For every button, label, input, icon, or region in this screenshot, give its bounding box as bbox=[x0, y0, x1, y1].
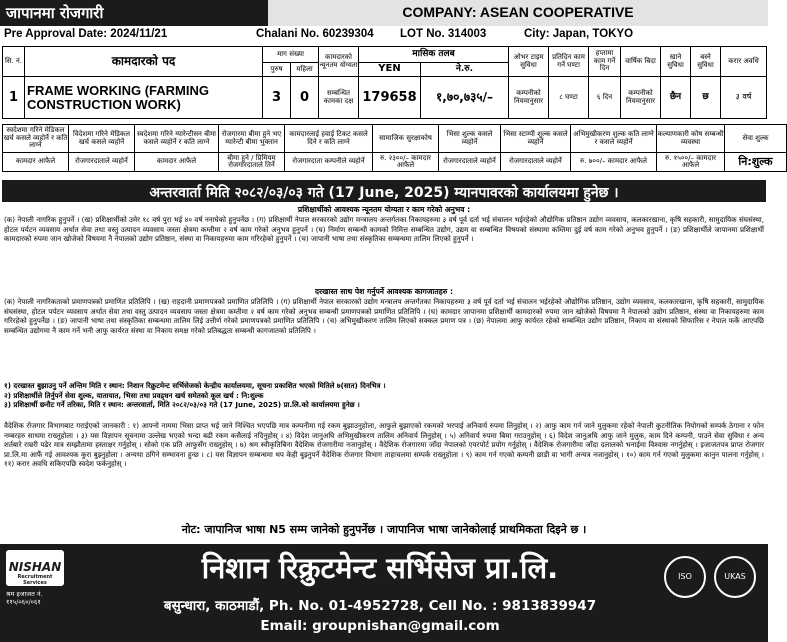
cost-header: भिसा शुल्क कसले व्यहोर्ने bbox=[439, 125, 501, 153]
row-yen: 179658 bbox=[359, 77, 421, 119]
logo-text: NISHAN bbox=[8, 560, 62, 574]
list-number: २) bbox=[4, 390, 11, 400]
list-text: प्रशिक्षार्थी छनौट गर्ने तरिका, मिति र स्थान: अन्तरवार्ता, मिति २०८२/०३/०३ गते (17 June, 2025) प्रा.लि.को कार्यालयमा हुनेछ । bbox=[13, 400, 360, 409]
foreign-info-section: वैदेशिक रोजगार विभागबाट गराईएको जानकारी : १) आफ्नो नाममा भिसा प्राप्त भई जाने निश्चित भएपछि मात्र कम्पनीमा गई रकम बुझाउनुहोला, आफुले बुझाएको रकमको भरपाई अनिवार्य रुपमा लिनुहोस् । २) आफु काम गर्न जाने मुलुकमा रहेको नेपाली कुटनीतिक नियोगको सम्पर्क ठेगाना र फोन नम्बरहरु साथमा राख्नुहोला । ३) यस विज्ञापन सूचनामा उल्लेख भएको भन्दा बढी रकम कसैलाई नदिनुहोस् । ४) विदेश जानुअघि अभिमुखीकरण तालिम अनिवार्य लिनुहोस् । ५) अनिवार्य रुपमा बिमा गराउनुहोस् । ६) विदेश जानुअघि आफु जाने मुलुक, काम दिने कम्पनी, पाउने सेवा सुविधा र अन्य शर्तबारे राम्ररी पढेर मात्र सम्झौतामा हस्ताक्षर गर्नुहोस् । सोको एक प्रति आफुसँग राख्नुहोस् । ७) श्रम स्वीकृतिबिना वैदेशिक रोजगारीमा नजानुहोस् । वैदेशिक रोजगारमा जाँदा नेपालको एयरपोर्ट प्रयोग गर्नुहोस् । वैदेशिक रोजगारीमा जाँदा दलालको भनाईमा विश्वास नगर्नुहोस् । इजाजतपत्र प्राप्त रोजगार प्रा.लि.मा आफैं गई आवश्यक कुरा बुझ्नुहोला । अन्यथा ठगिने सम्भावना हुन्छ । ८) यस विज्ञापन सम्बन्धमा थप केही बुझ्नुपर्ने वैदेशिक रोजगार विभाग ताहाचलमा सम्पर्क राख्नुहोला । ९) काम गर्न गएको कम्पनी छाडी वा भागी अन्यत्र नजानुहोस् । १०) काम गर्न गएको मुलुकमा कानुन पालना गर्नुहोस् । ११) करार अवधि सकिएपछि स्वदेश फर्कनुहोस् । bbox=[4, 421, 764, 468]
row-contract: ३ वर्ष bbox=[721, 77, 767, 119]
list-item bbox=[4, 391, 764, 401]
cost-header: विदेशमा गरिने मेडिकल खर्च कसले व्यहोर्ने bbox=[69, 125, 135, 153]
header-left-title: जापानमा रोजगारी bbox=[0, 0, 268, 26]
job-table bbox=[2, 46, 767, 119]
license-label: श्रम इजाजत नं. bbox=[6, 590, 43, 598]
cost-header: अभिमुखीकरण शुल्क कति लाग्ने र कसले व्यहोर्ने bbox=[571, 125, 657, 153]
chalani-number: Chalani No. 60239304 bbox=[256, 28, 374, 40]
footer-address: बसुन्धारा, काठमाडौं, Ph. No. 01-4952728, Cell No. : 9813839947 bbox=[163, 598, 597, 614]
company-logo bbox=[6, 550, 64, 586]
iso-cert-icon: ISO bbox=[664, 556, 706, 598]
cost-value: रोजगारदाताले व्यहोर्ने bbox=[501, 153, 571, 172]
row-food: छैन bbox=[661, 77, 691, 119]
cost-header: कल्याणकारी कोष सम्बन्धी व्यवस्था bbox=[657, 125, 725, 153]
ukas-cert-icon: UKAS bbox=[714, 556, 756, 598]
cost-header: स्वदेशमा गरिने मेडिकल खर्च कसले व्यहोर्ने र कति लाग्ने bbox=[3, 125, 69, 153]
city: City: Japan, TOKYO bbox=[524, 28, 634, 40]
cost-value: रोजगारदाता कम्पनीले व्यहोर्ने bbox=[285, 153, 373, 172]
col-qualification: कामदारको न्यूनतम योग्यता bbox=[319, 47, 359, 77]
col-sn: सि. नं. bbox=[3, 47, 25, 77]
col-leave: वार्षिक बिदा bbox=[621, 47, 661, 77]
row-post: FRAME WORKING (FARMING CONSTRUCTION WORK) bbox=[25, 77, 263, 119]
list-number: ३) bbox=[4, 400, 11, 409]
qualification-body: (क) नेपाली नागरिक हुनुपर्ने । (ख) प्रशिक्षार्थीको उमेर १८ वर्ष पुरा भई ४० वर्ष ननाघेको हुनुपर्नेछ । (ग) प्रशिक्षार्थी नेपाल सरकारको उद्योग मन्त्रालय अन्तर्गतका निकायहरुमा ३ वर्ष पूर्व दर्ता भई संचालन भईरहेको औद्योगिक प्रतिष्ठान उद्योग व्यवसाय, कलकारखाना, कृषि सहकारी, सामुदायिक संघसंस्था, होटल पर्यटन व्यवसाय अर्थात सेवा तथा वस्तु उत्पादन व्यवसाय जस्ता क्षेत्रमा कम्तीमा २ वर्ष काम गरेको अनुभव हुनुपर्ने । (घ) निर्माण सम्बन्धी कामको निमित्त सम्बन्धित उद्योग, उद्यम वा सम्बन्धित विषयको संस्थामा कम्तिमा दुई वर्ष काम गरेको अनुभव हुनुपर्ने । (ङ) प्रशिक्षार्थीले जापानमा प्रशिक्षार्थी कामदारको रुपमा जान खोजेको विषयमा नै नेपालको उद्योग प्रतिष्ठान, संस्था वा निकायहरुमा काम गरिरहेको हुनुपर्ने । (च) जापानी भाषा तथा संस्कृतिका सम्बन्धमा तालिम लिएको हुनुपर्ने । bbox=[4, 215, 764, 244]
list-text: दरखास्त बुझाउनु पर्ने अन्तिम मिति र स्थान: निशान रिक्रुटमेन्ट सर्भिसेजको केन्द्रीय कार्यालयमा, सूचना प्रकाशित भएको मितिले ७(सात) दिनभित्र । bbox=[13, 381, 386, 390]
language-note: नोट: जापानिज भाषा N5 सम्म जानेको हुनुपर्नेछ । जापानिज भाषा जानेकोलाई प्राथमिकता दिइने छ । bbox=[181, 523, 587, 536]
documents-body: (क) नेपाली नागरिकताको प्रमाणपत्रको प्रमाणित प्रतिलिपि । (ख) राहदानी प्रमाणपत्रको प्रमाणित प्रतिलिपि । (ग) प्रशिक्षार्थी नेपाल सरकारको उद्योग मन्त्रालय अन्तर्गतका निकायहरुमा ३ वर्ष पूर्व दर्ता भई संचालन भईरहेको औद्योगिक प्रतिष्ठान, उद्योग व्यवसाय, कलकारखाना, कृषि सहकारी, सामुदायिक संघसंस्था, होटल पर्यटन व्यवसाय अर्थात सेवा तथा वस्तु उत्पादन व्यवसाय जस्ता क्षेत्रमा कम्तीमा २ वर्ष काम गरेको अनुभव सम्बन्धी प्रमाणपत्रको प्रमाणित प्रतिलिपि । (घ) कामदार जापानमा प्रशिक्षार्थी कामदारको रुपमा जान खोजेको विषयमा नै नेपालको उद्योग प्रतिष्ठान, संस्था वा निकायहरुमा काम गरिरहेको हुनुपर्नेछ । (ङ) जापानी भाषा तथा संस्कृतिका सम्बन्धमा तालिम लिई उत्तीर्ण गरेको प्रमाणपत्रको प्रमाणित प्रतिलिपि । (च) अभिमुखीकरण तालिम लिएको सक्कल प्रमाण पत्र । (छ) नेपालमा आफु कार्यरत रहेको सम्बन्धित उद्योग प्रतिष्ठान, निकाय वा संस्थाको सिफारिस र नेपाल फर्के आएपछि सम्बन्धित उद्योगमा नै काम गर्ने भनी आफु कार्यरत संस्था वा निकाय समक्ष गरेको प्रतिबद्धता सम्बन्धी कागजातको प्रतिलिपि । bbox=[4, 297, 764, 335]
col-hours: प्रतिदिन काम गर्ने घण्टा bbox=[549, 47, 589, 77]
col-female: महिला bbox=[291, 63, 319, 77]
cost-value: कामदार आफैले bbox=[135, 153, 219, 172]
cost-header: सेवा शुल्क bbox=[725, 125, 787, 153]
row-qualification: सम्बन्धित कामका दक्ष bbox=[319, 77, 359, 119]
license-number: ११५/०६०/०६१ bbox=[6, 598, 41, 607]
row-sn: 1 bbox=[3, 77, 25, 119]
col-salary: मासिक तलब bbox=[359, 47, 509, 63]
cost-value: नि:शुल्क bbox=[725, 153, 787, 172]
row-leave: कम्पनीको नियमानुसार bbox=[621, 77, 661, 119]
cost-value: रु. २३००/– कामदार आफैले bbox=[373, 153, 439, 172]
row-hours: ८ घण्टा bbox=[549, 77, 589, 119]
qualification-heading: प्रशिक्षार्थीको आवश्यक न्यूनतम योग्यता र काम गरेको अनुभव : bbox=[297, 205, 471, 214]
approval-line bbox=[4, 28, 764, 44]
row-overtime: कम्पनीको नियमानुसार bbox=[509, 77, 549, 119]
logo-subtitle: Recruitment Services bbox=[17, 574, 53, 586]
cost-value: बीमा हुने / प्रिमियम रोजगारदाताले तिर्ने bbox=[219, 153, 285, 172]
cost-value: रु. १५००/– कामदार आफैले bbox=[657, 153, 725, 172]
cost-header: भिसा स्टाम्पी शुल्क कसले व्यहोर्ने bbox=[501, 125, 571, 153]
col-yen: YEN bbox=[359, 63, 421, 77]
cost-value: रोजगारदाताले व्यहोर्ने bbox=[439, 153, 501, 172]
lot-number: LOT No. 314003 bbox=[400, 28, 487, 40]
col-contract: करार अवधि bbox=[721, 47, 767, 77]
list-item bbox=[4, 381, 764, 391]
col-days: हप्तामा काम गर्ने दिन bbox=[589, 47, 621, 77]
footer bbox=[0, 544, 768, 642]
numbered-list bbox=[4, 381, 764, 421]
col-post: कामदारको पद bbox=[25, 47, 263, 77]
row-npr: १,७०,७३५/– bbox=[421, 77, 509, 119]
row-days: ६ दिन bbox=[589, 77, 621, 119]
col-male: पुरुष bbox=[263, 63, 291, 77]
footer-company-name: निशान रिक्रुटमेन्ट सर्भिसेज प्रा.लि. bbox=[201, 551, 559, 585]
documents-heading: दरखास्त साथ पेश गर्नुपर्ने आवश्यक कागजातहरु : bbox=[315, 287, 453, 296]
documents-section bbox=[4, 287, 764, 381]
col-count: माग संख्या bbox=[263, 47, 319, 63]
list-item bbox=[4, 400, 764, 410]
cost-value: रु. ७००/– कामदार आफैले bbox=[571, 153, 657, 172]
cost-header: सामाजिक सुरक्षाकोष bbox=[373, 125, 439, 153]
qualification-section bbox=[4, 205, 764, 287]
company-name: COMPANY: ASEAN COOPERATIVE bbox=[268, 0, 768, 26]
footer-email: Email: groupnishan@gmail.com bbox=[260, 618, 500, 634]
col-overtime: ओभर टाइम सुविधा bbox=[509, 47, 549, 77]
row-stay: छ bbox=[691, 77, 721, 119]
license-info bbox=[6, 590, 66, 620]
table-row bbox=[3, 153, 787, 172]
header-bar bbox=[0, 0, 768, 26]
col-npr: ने.रु. bbox=[421, 63, 509, 77]
interview-banner: अन्तरवार्ता मिति २०८२/०३/०३ गते (17 June, 2025) म्यानपावरको कार्यालयमा हुनेछ । bbox=[2, 180, 766, 202]
cost-header: कामदारलाई हवाई टिकट कसले दिने र कति लाग्ने bbox=[285, 125, 373, 153]
cost-header: स्वदेशमा गरिने ग्यारेन्टीसन बीमा कसले व्यहोर्ने र कति लाग्ने bbox=[135, 125, 219, 153]
cost-table bbox=[2, 124, 787, 172]
row-female: 0 bbox=[291, 77, 319, 119]
row-male: 3 bbox=[263, 77, 291, 119]
cost-header: रोजगारमा बीमा हुने भए ग्यारेन्टी बीमा भुक्तान bbox=[219, 125, 285, 153]
list-number: १) bbox=[4, 381, 11, 390]
table-row bbox=[3, 77, 767, 119]
col-food: खाने सुविधा bbox=[661, 47, 691, 77]
col-stay: बस्ने सुविधा bbox=[691, 47, 721, 77]
approval-date: Pre Approval Date: 2024/11/21 bbox=[4, 28, 168, 40]
cost-value: रोजगारदाताले व्यहोर्ने bbox=[69, 153, 135, 172]
list-text: प्रशिक्षार्थीले तिर्नुपर्ने सेवा शुल्क, यातायात, भिसा तथा प्रवद्र्धन खर्च समेतको कूल खर्च : नि:शुल्क bbox=[13, 390, 264, 400]
cost-value: कामदार आफैले bbox=[3, 153, 69, 172]
